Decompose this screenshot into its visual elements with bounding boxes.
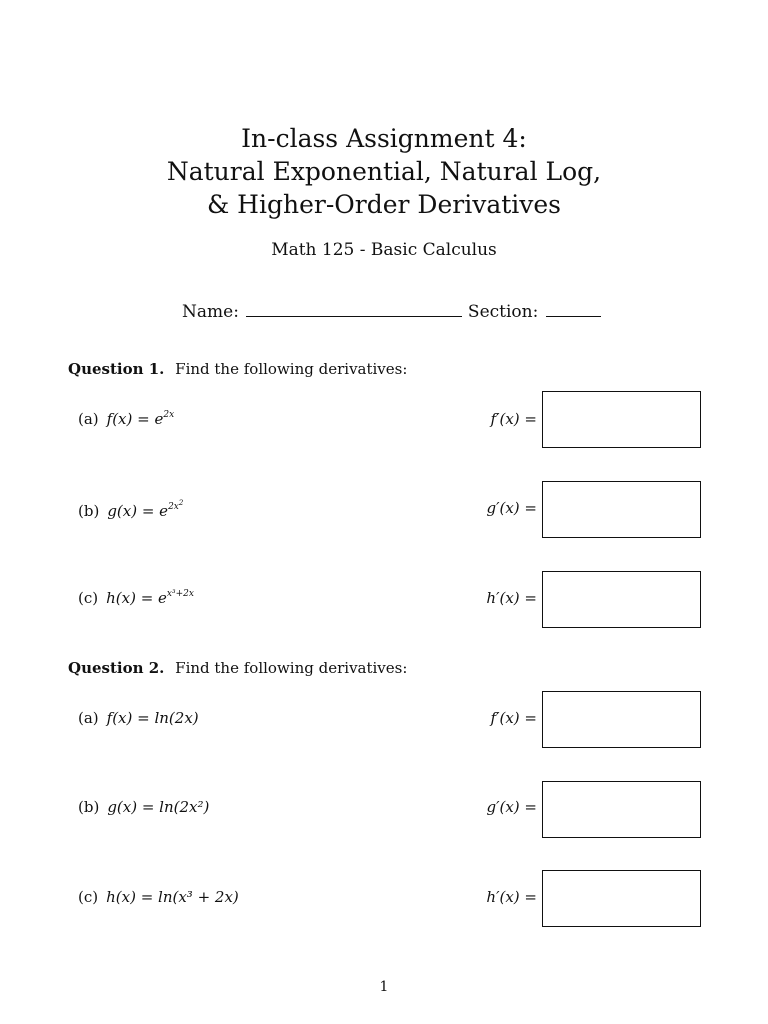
- item-letter: (b): [78, 502, 100, 520]
- answer-box[interactable]: [542, 481, 701, 538]
- item-letter: (a): [78, 709, 99, 727]
- item-letter: (b): [78, 798, 100, 816]
- section-blank[interactable]: [546, 299, 601, 317]
- answer-box[interactable]: [542, 870, 701, 927]
- answer-label: g′(x) =: [486, 798, 537, 816]
- answer-box[interactable]: [542, 571, 701, 628]
- question-2-item-c: [78, 888, 239, 906]
- assignment-title: [0, 122, 768, 221]
- page-number: 1: [379, 979, 389, 995]
- question-prompt: Find the following derivatives:: [175, 360, 408, 378]
- item-expression: h(x) = e: [106, 589, 167, 607]
- course-subtitle: Math 125 - Basic Calculus: [271, 240, 497, 260]
- answer-label: h′(x) =: [486, 888, 537, 906]
- question-1-item-b: [78, 499, 183, 520]
- question-prompt: Find the following derivatives:: [175, 659, 408, 677]
- item-letter: (c): [78, 888, 99, 906]
- question-1-item-c: [78, 589, 194, 607]
- answer-label: g′(x) =: [486, 499, 537, 517]
- item-expression: g(x) = e: [107, 502, 169, 520]
- exponent-power: 2: [178, 499, 184, 507]
- question-2-heading: [68, 659, 407, 677]
- title-line-2: Natural Exponential, Natural Log,: [166, 157, 602, 186]
- question-2-item-a: [78, 709, 199, 727]
- answer-label: h′(x) =: [486, 589, 537, 607]
- item-expression: f(x) = e: [106, 410, 164, 428]
- question-label: Question 2.: [68, 659, 165, 677]
- answer-label: f′(x) =: [490, 709, 537, 727]
- answer-label: f′(x) =: [490, 410, 537, 428]
- question-1-heading: [68, 360, 407, 378]
- item-expression: h(x) = ln(x³ + 2x): [106, 888, 239, 906]
- answer-box[interactable]: [542, 781, 701, 838]
- title-line-3: & Higher-Order Derivatives: [206, 190, 562, 219]
- item-exponent: x³+2x: [166, 589, 194, 599]
- name-section-row: [182, 299, 601, 322]
- answer-box[interactable]: [542, 391, 701, 448]
- item-letter: (c): [78, 589, 99, 607]
- exponent-base: 2x: [168, 502, 179, 512]
- name-label: Name:: [182, 302, 239, 322]
- item-expression: g(x) = ln(2x²): [107, 798, 210, 816]
- question-2-item-b: [78, 798, 209, 816]
- item-exponent: 2x: [163, 410, 175, 420]
- item-expression: f(x) = ln(2x): [106, 709, 199, 727]
- name-blank[interactable]: [246, 299, 462, 317]
- section-label: Section:: [467, 302, 539, 322]
- question-1-item-a: [78, 410, 174, 428]
- title-line-1: In-class Assignment 4:: [241, 124, 527, 153]
- question-label: Question 1.: [68, 360, 165, 378]
- answer-box[interactable]: [542, 691, 701, 748]
- item-exponent: [168, 499, 184, 512]
- item-letter: (a): [78, 410, 99, 428]
